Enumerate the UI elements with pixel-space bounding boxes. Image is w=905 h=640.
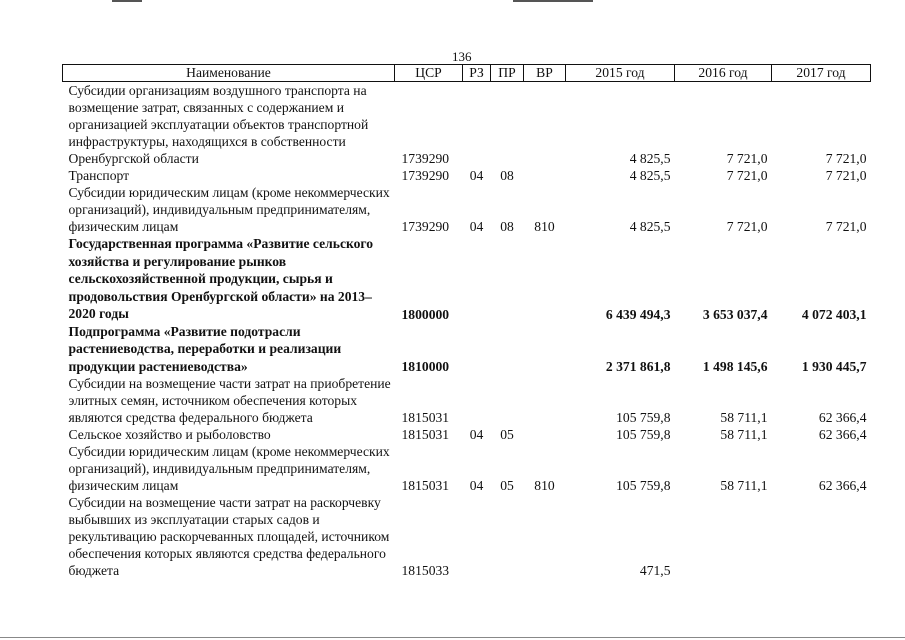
page-number: 136 [452,49,472,64]
row-2015: 6 439 494,3 [605,306,671,322]
row-pr: 08 [500,168,514,183]
row-2017: 62 366,4 [818,427,867,442]
row-vr [524,375,566,426]
row-pr [491,82,524,168]
row-2015: 4 825,5 [629,219,671,234]
row-2016: 3 653 037,4 [702,306,768,322]
row-csr: 1815031 [401,427,450,442]
top-scan-edge-right [513,0,593,2]
row-2016: 7 721,0 [726,151,768,166]
row-2017: 4 072 403,1 [801,306,867,322]
row-2017: 62 366,4 [818,478,867,493]
row-name: Подпрограмма «Развитие подотрасли растениеводства, переработки и реализации продукции растениеводства» [68,323,342,374]
row-2017 [772,494,871,579]
row-vr [524,426,566,443]
row-2017: 7 721,0 [825,219,867,234]
row-2015: 105 759,8 [616,427,671,442]
row-vr [524,235,566,323]
table-row [63,323,871,376]
row-2016: 7 721,0 [726,219,768,234]
table-row [63,375,871,426]
row-vr: 810 [534,219,555,234]
row-2015: 4 825,5 [629,168,671,183]
row-pr [491,494,524,579]
row-2015: 2 371 861,8 [605,359,671,374]
row-vr: 810 [534,478,555,493]
top-scan-edge-left [112,0,142,2]
row-csr: 1739290 [401,168,450,183]
table-row [63,167,871,184]
row-rz [463,494,491,579]
table-row [63,82,871,168]
header-name: Наименование [63,65,395,82]
row-2015: 105 759,8 [616,478,671,493]
row-2016 [675,494,772,579]
row-name: Субсидии организациям воздушного транспорта на возмещение затрат, связанных с содержанием и организацией эксплуатации объектов транспортной инфраструктуры, находящихся в собственности Оренбургской области [68,83,369,166]
header-pr: ПР [491,65,524,82]
row-2016: 58 711,1 [720,478,768,493]
row-rz: 04 [469,219,484,234]
row-name: Субсидии на возмещение части затрат на приобретение элитных семян, источником обеспечения которых являются средства федерального бюджета [68,376,391,425]
row-rz [463,82,491,168]
row-2017: 1 930 445,7 [801,359,867,374]
row-vr [524,494,566,579]
bottom-scan-edge [0,637,905,638]
row-rz: 04 [469,478,484,493]
row-rz: 04 [469,427,484,442]
row-2016: 7 721,0 [726,168,768,183]
row-pr [491,375,524,426]
row-2015: 471,5 [639,563,671,578]
row-2016: 58 711,1 [720,427,768,442]
row-csr: 1810000 [401,359,450,374]
row-csr: 1739290 [401,151,450,166]
row-2015: 4 825,5 [629,151,671,166]
row-csr: 1815031 [401,478,450,493]
header-vr: ВР [524,65,566,82]
table-header-row [63,65,871,82]
row-pr: 05 [500,478,514,493]
row-csr: 1815033 [401,563,450,578]
row-name: Субсидии на возмещение части затрат на раскорчевку выбывших из эксплуатации старых садов и рекультивацию раскорчеванных площадей, источником обеспечения которых являются средства федерального бюджета [68,495,390,578]
row-csr: 1800000 [401,306,450,322]
table-row [63,443,871,494]
row-rz: 04 [469,168,484,183]
row-csr: 1815031 [401,410,450,425]
row-name: Транспорт [68,168,130,183]
row-vr [524,167,566,184]
row-2016: 1 498 145,6 [702,359,768,374]
row-name: Государственная программа «Развитие сельского хозяйства и регулирование рынков сельскохозяйственной продукции, сырья и продовольствия Оренбургской области» на 2013–2020 годы [68,236,374,321]
row-2016: 58 711,1 [720,410,768,425]
row-vr [524,82,566,168]
row-csr: 1739290 [401,219,450,234]
row-2015: 105 759,8 [616,410,671,425]
row-2017: 62 366,4 [818,410,867,425]
header-csr: ЦСР [395,65,463,82]
table-row [63,184,871,235]
row-2017: 7 721,0 [825,151,867,166]
row-pr: 08 [500,219,514,234]
row-rz [463,375,491,426]
row-pr: 05 [500,427,514,442]
row-rz [463,323,491,376]
row-pr [491,235,524,323]
header-rz: РЗ [463,65,491,82]
row-name: Субсидии юридическим лицам (кроме некоммерческих организаций), индивидуальным предпринимателям, физическим лицам [68,444,390,493]
header-2015: 2015 год [566,65,675,82]
row-name: Сельское хозяйство и рыболовство [68,427,271,442]
table-row [63,494,871,579]
budget-table [62,64,871,579]
header-2017: 2017 год [772,65,871,82]
row-vr [524,323,566,376]
header-2016: 2016 год [675,65,772,82]
row-rz [463,235,491,323]
table-row [63,426,871,443]
table-row [63,235,871,323]
row-pr [491,323,524,376]
row-2017: 7 721,0 [825,168,867,183]
row-name: Субсидии юридическим лицам (кроме некоммерческих организаций), индивидуальным предпринимателям, физическим лицам [68,185,390,234]
